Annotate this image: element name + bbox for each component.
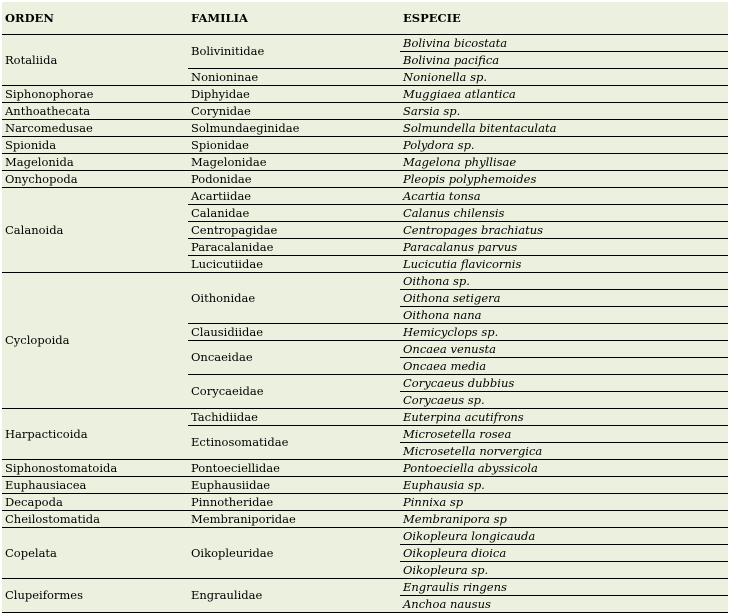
especie-cell: Oncaea media xyxy=(400,358,728,375)
familia-cell: Podonidae xyxy=(188,171,400,188)
header-row xyxy=(2,2,728,35)
especie-cell: Nonionella sp. xyxy=(400,69,728,86)
familia-cell: Solmundaeginidae xyxy=(188,120,400,137)
familia-cell: Pinnotheridae xyxy=(188,494,400,511)
especie-cell: Pinnixa sp xyxy=(400,494,728,511)
especie-cell: Corycaeus dubbius xyxy=(400,375,728,392)
especie-cell: Corycaeus sp. xyxy=(400,392,728,409)
table-row xyxy=(2,511,728,528)
especie-cell: Calanus chilensis xyxy=(400,205,728,222)
especie-cell: Magelona phyllisae xyxy=(400,154,728,171)
especie-cell: Pontoeciella abyssicola xyxy=(400,460,728,477)
especie-cell: Bolivina bicostata xyxy=(400,35,728,52)
especie-cell: Pleopis polyphemoides xyxy=(400,171,728,188)
familia-cell: Paracalanidae xyxy=(188,239,400,256)
orden-cell: Euphausiacea xyxy=(2,477,188,494)
table-row xyxy=(2,579,728,596)
table-row xyxy=(2,528,728,545)
table-row xyxy=(2,477,728,494)
familia-cell: Tachidiidae xyxy=(188,409,400,426)
familia-cell: Oikopleuridae xyxy=(188,528,400,579)
table-row xyxy=(2,154,728,171)
orden-cell: Siphonostomatoida xyxy=(2,460,188,477)
orden-cell: Copelata xyxy=(2,528,188,579)
familia-cell: Oncaeidae xyxy=(188,341,400,375)
especie-cell: Euphausia sp. xyxy=(400,477,728,494)
especie-cell: Acartia tonsa xyxy=(400,188,728,205)
especie-cell: Oikopleura dioica xyxy=(400,545,728,562)
table-row xyxy=(2,273,728,290)
familia-cell: Calanidae xyxy=(188,205,400,222)
familia-cell: Diphyidae xyxy=(188,86,400,103)
orden-cell: Onychopoda xyxy=(2,171,188,188)
table-row xyxy=(2,171,728,188)
orden-cell: Calanoida xyxy=(2,188,188,273)
familia-cell: Magelonidae xyxy=(188,154,400,171)
especie-cell: Membranipora sp xyxy=(400,511,728,528)
table-row xyxy=(2,460,728,477)
especie-cell: Solmundella bitentaculata xyxy=(400,120,728,137)
orden-cell: Rotaliida xyxy=(2,35,188,86)
orden-cell: Narcomedusae xyxy=(2,120,188,137)
especie-cell: Oithona sp. xyxy=(400,273,728,290)
especie-cell: Microsetella rosea xyxy=(400,426,728,443)
orden-cell: Decapoda xyxy=(2,494,188,511)
especie-cell: Sarsia sp. xyxy=(400,103,728,120)
familia-cell: Centropagidae xyxy=(188,222,400,239)
familia-cell: Clausidiidae xyxy=(188,324,400,341)
orden-cell: Harpacticoida xyxy=(2,409,188,460)
especie-cell: Oikopleura longicauda xyxy=(400,528,728,545)
orden-cell: Anthoathecata xyxy=(2,103,188,120)
orden-cell: Siphonophorae xyxy=(2,86,188,103)
taxonomy-table xyxy=(2,2,728,613)
table-row xyxy=(2,35,728,52)
especie-cell: Lucicutia flavicornis xyxy=(400,256,728,273)
table-row xyxy=(2,409,728,426)
especie-cell: Muggiaea atlantica xyxy=(400,86,728,103)
orden-cell: Cheilostomatida xyxy=(2,511,188,528)
familia-cell: Lucicutiidae xyxy=(188,256,400,273)
table-body xyxy=(2,35,728,613)
header-orden: ORDEN xyxy=(2,2,188,35)
table-row xyxy=(2,103,728,120)
orden-cell: Cyclopoida xyxy=(2,273,188,409)
header-familia: FAMILIA xyxy=(188,2,400,35)
especie-cell: Oncaea venusta xyxy=(400,341,728,358)
especie-cell: Hemicyclops sp. xyxy=(400,324,728,341)
familia-cell: Engraulidae xyxy=(188,579,400,613)
especie-cell: Anchoa nausus xyxy=(400,596,728,613)
especie-cell: Bolivina pacifica xyxy=(400,52,728,69)
familia-cell: Bolivinitidae xyxy=(188,35,400,69)
especie-cell: Paracalanus parvus xyxy=(400,239,728,256)
familia-cell: Membraniporidae xyxy=(188,511,400,528)
especie-cell: Polydora sp. xyxy=(400,137,728,154)
familia-cell: Acartiidae xyxy=(188,188,400,205)
especie-cell: Centropages brachiatus xyxy=(400,222,728,239)
familia-cell: Nonioninae xyxy=(188,69,400,86)
especie-cell: Oithona setigera xyxy=(400,290,728,307)
table-row xyxy=(2,86,728,103)
especie-cell: Engraulis ringens xyxy=(400,579,728,596)
orden-cell: Clupeiformes xyxy=(2,579,188,613)
table-row xyxy=(2,188,728,205)
familia-cell: Ectinosomatidae xyxy=(188,426,400,460)
familia-cell: Corynidae xyxy=(188,103,400,120)
orden-cell: Magelonida xyxy=(2,154,188,171)
table-row xyxy=(2,494,728,511)
especie-cell: Oithona nana xyxy=(400,307,728,324)
familia-cell: Corycaeidae xyxy=(188,375,400,409)
especie-cell: Euterpina acutifrons xyxy=(400,409,728,426)
familia-cell: Spionidae xyxy=(188,137,400,154)
especie-cell: Oikopleura sp. xyxy=(400,562,728,579)
header-especie: ESPECIE xyxy=(400,2,728,35)
table-row xyxy=(2,120,728,137)
familia-cell: Pontoeciellidae xyxy=(188,460,400,477)
especie-cell: Microsetella norvergica xyxy=(400,443,728,460)
familia-cell: Euphausiidae xyxy=(188,477,400,494)
familia-cell: Oithonidae xyxy=(188,273,400,324)
table-row xyxy=(2,137,728,154)
orden-cell: Spionida xyxy=(2,137,188,154)
